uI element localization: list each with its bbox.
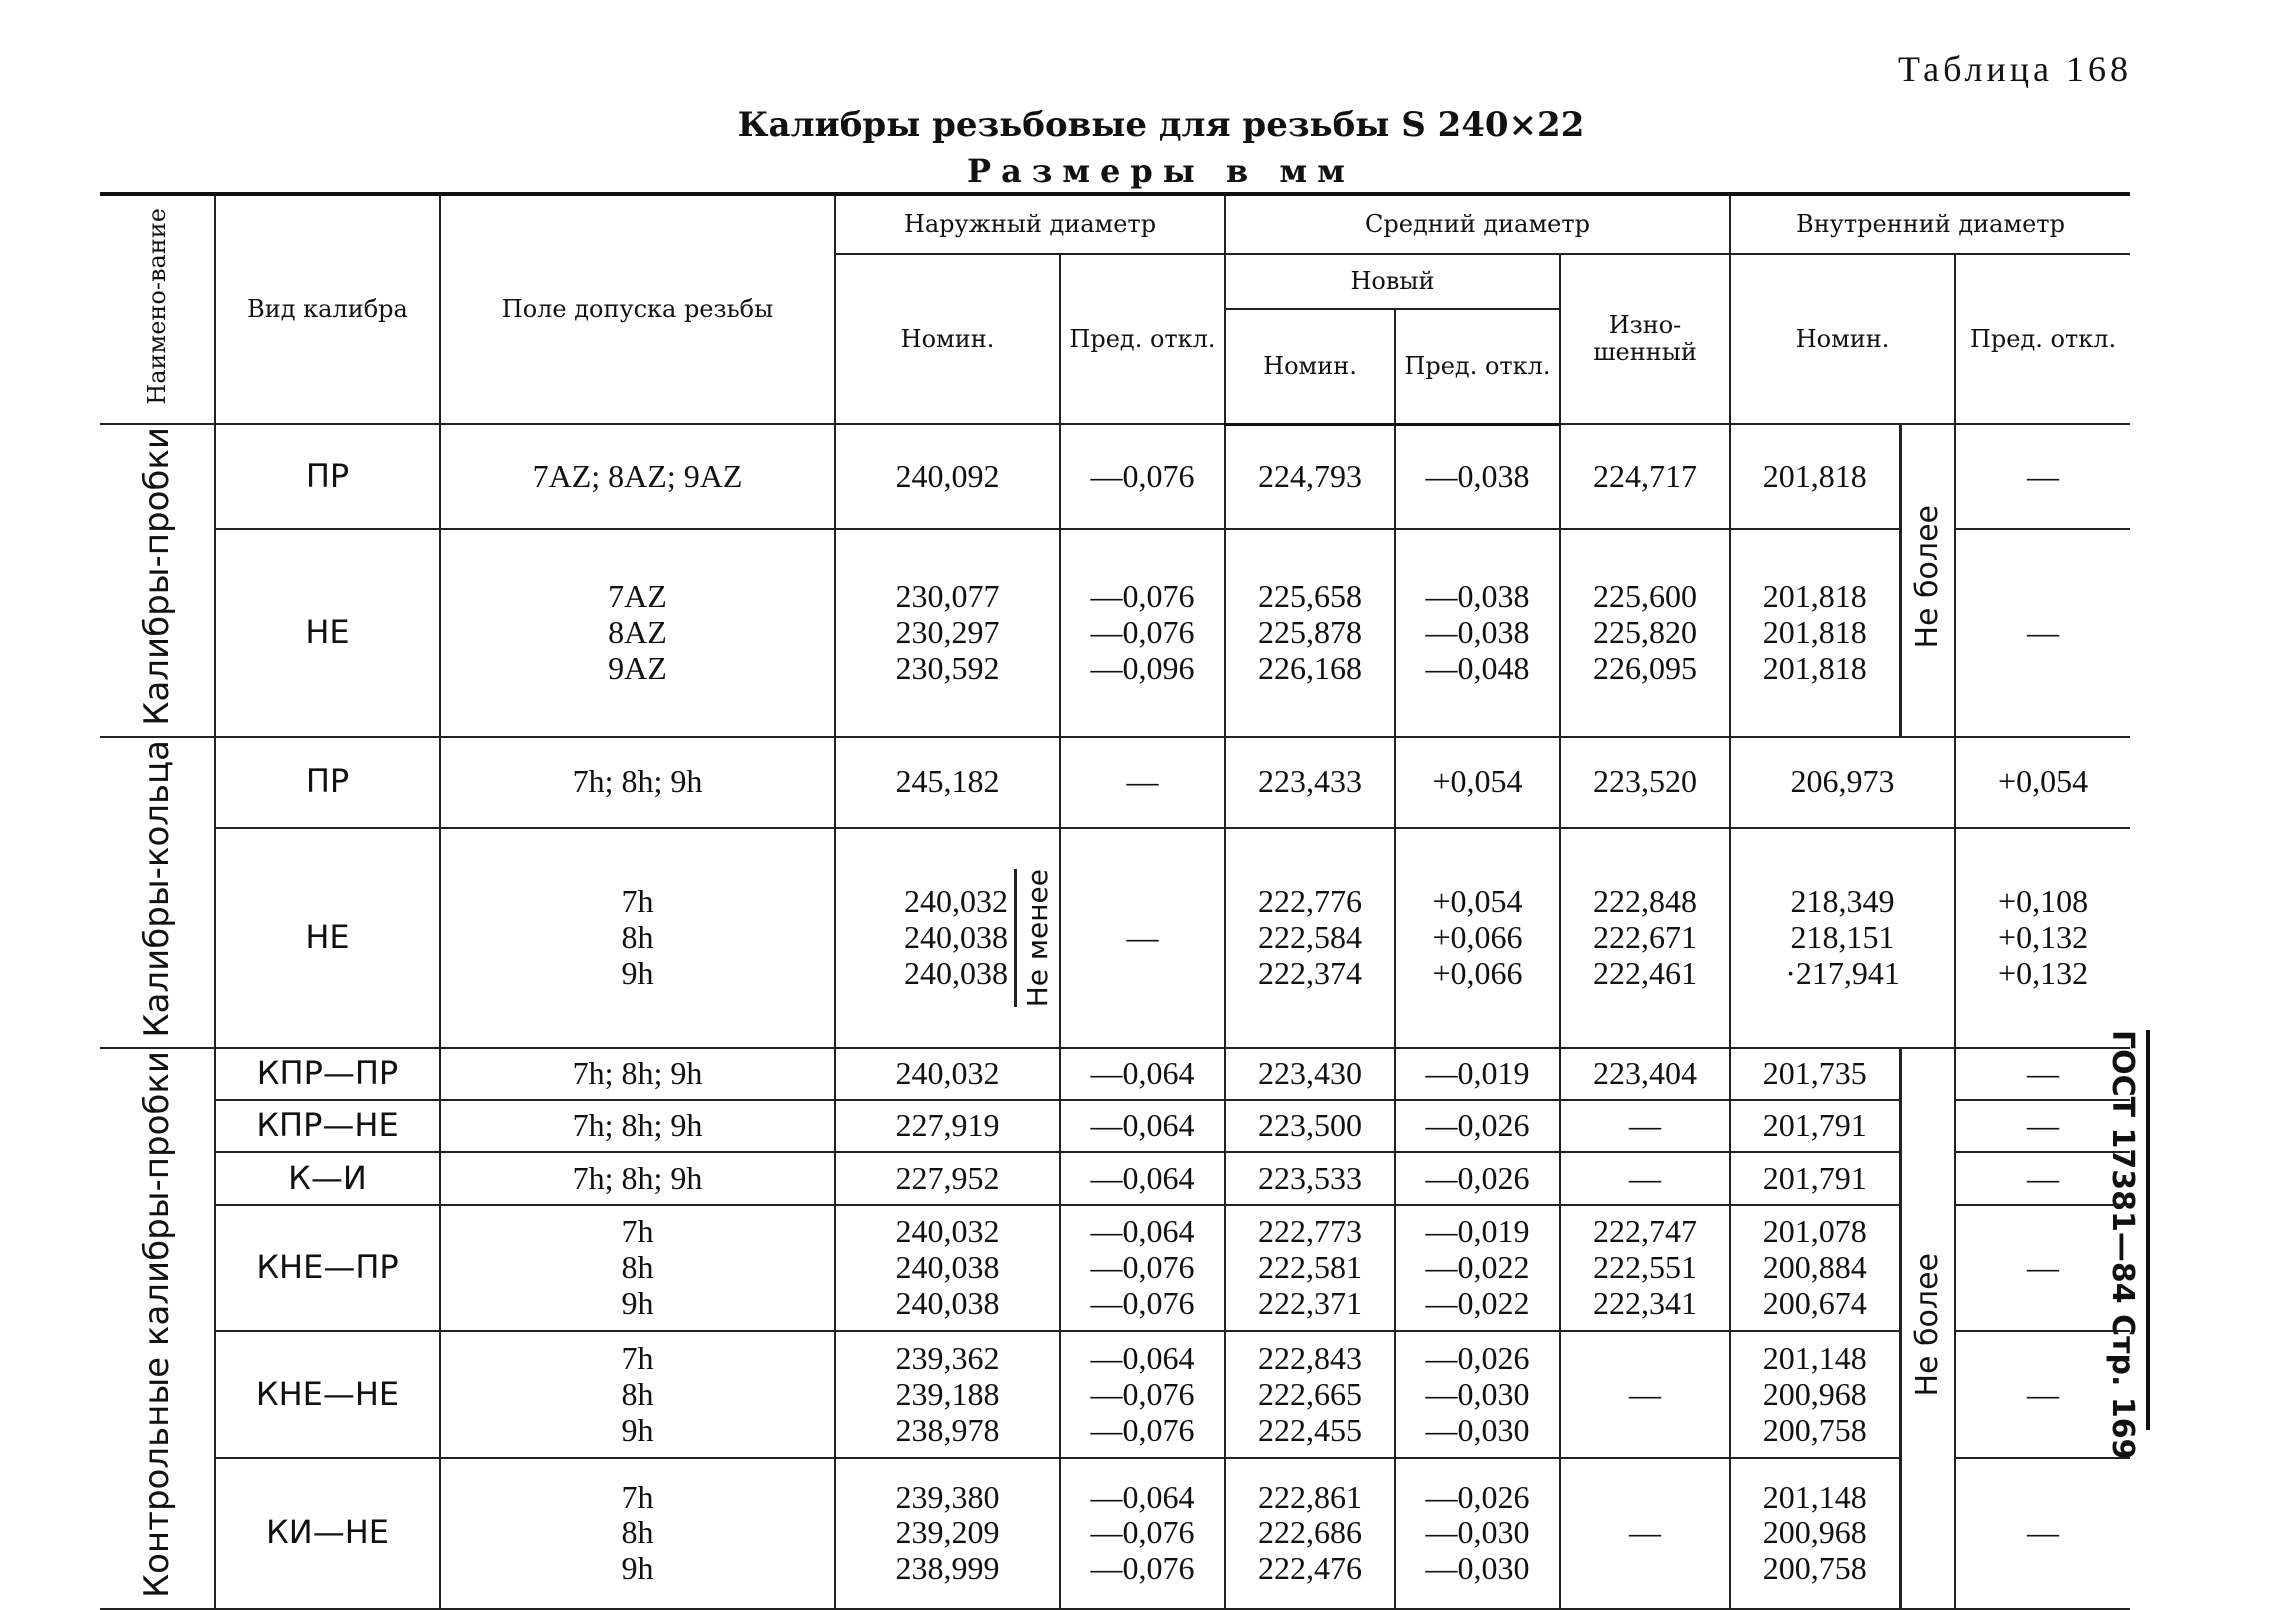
cell-outer-dev: —0,064: [1060, 1048, 1225, 1100]
group-label-plugs: Калибры-пробки: [100, 424, 215, 737]
cell-middle-dev: —0,026 —0,030 —0,030: [1395, 1458, 1560, 1609]
cell-middle-dev: —0,038 —0,038 —0,048: [1395, 529, 1560, 736]
col-header-middle-new: Новый: [1225, 254, 1560, 309]
cell-outer-nom: 239,362 239,188 238,978: [835, 1331, 1060, 1458]
gauge-dimensions-table: [100, 192, 2130, 1610]
cell-outer-dev: —0,076 —0,076 —0,096: [1060, 529, 1225, 736]
cell-outer-nom: 240,032 240,038 240,038: [904, 883, 1008, 991]
col-header-middle-worn: Изно-шенный: [1560, 254, 1730, 424]
cell-middle-nom: 225,658 225,878 226,168: [1225, 529, 1395, 736]
group-label-control: Контрольные калибры-пробки: [100, 1048, 215, 1609]
cell-kind: КНЕ—НЕ: [215, 1331, 440, 1458]
cell-outer-dev: —0,064 —0,076 —0,076: [1060, 1458, 1225, 1609]
cell-middle-nom: 223,433: [1225, 737, 1395, 828]
cell-middle-worn: —: [1560, 1458, 1730, 1609]
cell-middle-nom: 222,776 222,584 222,374: [1225, 828, 1395, 1048]
cell-tolerance: 7h 8h 9h: [440, 1205, 835, 1332]
cell-outer-nom: 240,092: [835, 424, 1060, 529]
table-row: [100, 1100, 2130, 1152]
cell-middle-nom: 222,861 222,686 222,476: [1225, 1458, 1395, 1609]
cell-inner-dev: —: [1955, 1331, 2130, 1458]
cell-inner-dev: —: [1955, 1048, 2130, 1100]
cell-tolerance: 7h; 8h; 9h: [440, 1152, 835, 1204]
cell-outer-nom: 227,919: [835, 1100, 1060, 1152]
cell-kind: КНЕ—ПР: [215, 1205, 440, 1332]
cell-middle-nom: 222,843 222,665 222,455: [1225, 1331, 1395, 1458]
cell-middle-worn: —: [1560, 1100, 1730, 1152]
cell-middle-dev: —0,026 —0,030 —0,030: [1395, 1331, 1560, 1458]
table-header: [100, 194, 2130, 424]
label-no-more-control: Не более: [1900, 1048, 1955, 1609]
cell-inner-dev: +0,108 +0,132 +0,132: [1955, 828, 2130, 1048]
col-header-outer-dev: Пред. откл.: [1060, 254, 1225, 424]
cell-tolerance: 7h; 8h; 9h: [440, 1048, 835, 1100]
cell-kind: ПР: [215, 424, 440, 529]
cell-kind: НЕ: [215, 828, 440, 1048]
cell-middle-dev: —0,019: [1395, 1048, 1560, 1100]
cell-middle-worn: —: [1560, 1331, 1730, 1458]
cell-inner-dev: +0,054: [1955, 737, 2130, 828]
col-header-inner-diameter: Внутренний диаметр: [1730, 194, 2130, 254]
cell-outer-dev: —: [1060, 828, 1225, 1048]
cell-inner-nom: 201,791: [1730, 1100, 1900, 1152]
cell-middle-worn: 222,747 222,551 222,341: [1560, 1205, 1730, 1332]
cell-outer-dev: —: [1060, 737, 1225, 828]
cell-outer-nom: 230,077 230,297 230,592: [835, 529, 1060, 736]
cell-middle-worn: 223,404: [1560, 1048, 1730, 1100]
cell-inner-nom: 201,791: [1730, 1152, 1900, 1204]
cell-middle-nom: 223,533: [1225, 1152, 1395, 1204]
table-row: [100, 1458, 2130, 1609]
col-header-name: Наимено-вание: [100, 194, 215, 424]
cell-tolerance: 7h; 8h; 9h: [440, 1100, 835, 1152]
cell-middle-dev: —0,026: [1395, 1100, 1560, 1152]
cell-inner-nom: 206,973: [1730, 737, 1955, 828]
cell-middle-worn: 222,848 222,671 222,461: [1560, 828, 1730, 1048]
cell-outer-nom: 227,952: [835, 1152, 1060, 1204]
cell-middle-worn: 225,600 225,820 226,095: [1560, 529, 1730, 736]
label-no-less: Не менее: [1014, 869, 1059, 1007]
cell-inner-dev: —: [1955, 1100, 2130, 1152]
table-row: [100, 737, 2130, 828]
cell-middle-worn: —: [1560, 1152, 1730, 1204]
cell-tolerance: 7AZ; 8AZ; 9AZ: [440, 424, 835, 529]
cell-tolerance: 7h 8h 9h: [440, 1331, 835, 1458]
table-row: [100, 1205, 2130, 1332]
cell-outer-dev: —0,064 —0,076 —0,076: [1060, 1205, 1225, 1332]
cell-inner-nom: 201,735: [1730, 1048, 1900, 1100]
cell-kind: К—И: [215, 1152, 440, 1204]
cell-inner-nom: 201,148 200,968 200,758: [1730, 1458, 1900, 1609]
cell-middle-dev: +0,054 +0,066 +0,066: [1395, 828, 1560, 1048]
cell-outer-nom: 245,182: [835, 737, 1060, 828]
table-row: [100, 1048, 2130, 1100]
table-row: [100, 424, 2130, 529]
cell-kind: НЕ: [215, 529, 440, 736]
group-label-rings: Калибры-кольца: [100, 737, 215, 1048]
cell-outer-dev: —0,076: [1060, 424, 1225, 529]
cell-kind: КПР—ПР: [215, 1048, 440, 1100]
cell-inner-dev: —: [1955, 529, 2130, 736]
cell-middle-nom: 224,793: [1225, 424, 1395, 529]
col-header-outer-nom: Номин.: [835, 254, 1060, 424]
cell-inner-nom: 201,818: [1730, 424, 1900, 529]
cell-outer-dev: —0,064: [1060, 1100, 1225, 1152]
cell-kind: КИ—НЕ: [215, 1458, 440, 1609]
cell-kind: КПР—НЕ: [215, 1100, 440, 1152]
cell-inner-dev: —: [1955, 1205, 2130, 1332]
table-body: [100, 424, 2130, 1609]
col-header-outer-diameter: Наружный диаметр: [835, 194, 1225, 254]
col-header-middle-dev: Пред. откл.: [1395, 309, 1560, 424]
label-no-more-plugs: Не более: [1900, 424, 1955, 737]
gost-page-reference: ГОСТ 17381—84 Стр. 169: [2090, 1030, 2150, 1430]
col-header-middle-nom: Номин.: [1225, 309, 1395, 424]
cell-outer-dev: —0,064 —0,076 —0,076: [1060, 1331, 1225, 1458]
cell-outer-nom-with-label: [835, 828, 1060, 1048]
cell-tolerance: 7h 8h 9h: [440, 828, 835, 1048]
table-subtitle: Размеры в мм: [967, 152, 1355, 190]
cell-tolerance: 7AZ 8AZ 9AZ: [440, 529, 835, 736]
cell-tolerance: 7h; 8h; 9h: [440, 737, 835, 828]
cell-middle-dev: +0,054: [1395, 737, 1560, 828]
cell-outer-nom: 239,380 239,209 238,999: [835, 1458, 1060, 1609]
col-header-inner-nom: Номин.: [1730, 254, 1955, 424]
col-header-kind: Вид калибра: [215, 194, 440, 424]
cell-tolerance: 7h 8h 9h: [440, 1458, 835, 1609]
cell-inner-dev: —: [1955, 1458, 2130, 1609]
cell-middle-nom: 223,430: [1225, 1048, 1395, 1100]
cell-middle-nom: 222,773 222,581 222,371: [1225, 1205, 1395, 1332]
cell-middle-dev: —0,026: [1395, 1152, 1560, 1204]
cell-inner-nom: 201,818 201,818 201,818: [1730, 529, 1900, 736]
table-row: [100, 529, 2130, 736]
cell-outer-nom: 240,032: [835, 1048, 1060, 1100]
table-number: Таблица 168: [1898, 49, 2132, 89]
col-header-middle-diameter: Средний диаметр: [1225, 194, 1730, 254]
cell-inner-nom: 201,148 200,968 200,758: [1730, 1331, 1900, 1458]
cell-inner-dev: —: [1955, 424, 2130, 529]
table-row: [100, 1152, 2130, 1204]
cell-middle-dev: —0,019 —0,022 —0,022: [1395, 1205, 1560, 1332]
cell-inner-dev: —: [1955, 1152, 2130, 1204]
cell-middle-dev: —0,038: [1395, 424, 1560, 529]
cell-middle-worn: 224,717: [1560, 424, 1730, 529]
col-header-inner-dev: Пред. откл.: [1955, 254, 2130, 424]
cell-outer-nom: 240,032 240,038 240,038: [835, 1205, 1060, 1332]
cell-kind: ПР: [215, 737, 440, 828]
table-row: [100, 828, 2130, 1048]
cell-inner-nom: 201,078 200,884 200,674: [1730, 1205, 1900, 1332]
cell-middle-nom: 223,500: [1225, 1100, 1395, 1152]
cell-middle-worn: 223,520: [1560, 737, 1730, 828]
cell-outer-dev: —0,064: [1060, 1152, 1225, 1204]
table-title: Калибры резьбовые для резьбы S 240×22: [737, 105, 1585, 145]
cell-inner-nom: 218,349 218,151 ·217,941: [1730, 828, 1955, 1048]
table-row: [100, 1331, 2130, 1458]
col-header-tolerance: Поле допуска резьбы: [440, 194, 835, 424]
